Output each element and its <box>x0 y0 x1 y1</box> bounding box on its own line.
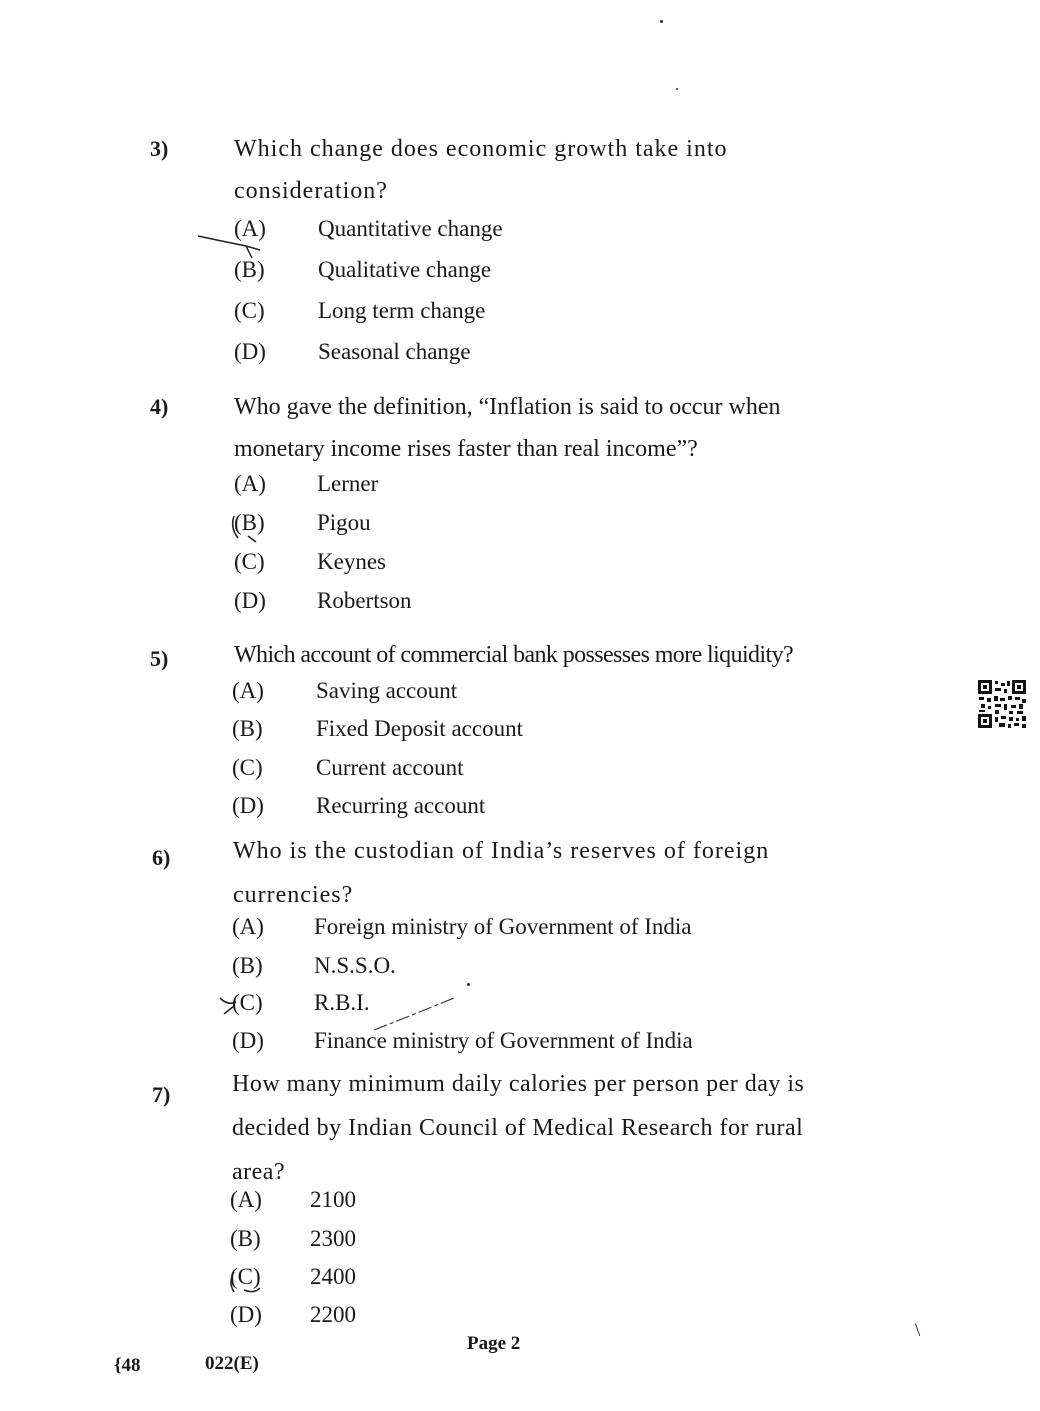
option-letter: (D) <box>232 793 264 818</box>
option-text: Current account <box>316 755 464 780</box>
option-text: Seasonal change <box>318 339 471 364</box>
option-text: Saving account <box>316 678 458 703</box>
option-4b[interactable] <box>0 510 1040 550</box>
option-letter: (A) <box>234 471 266 496</box>
question-number: 7) <box>152 1082 171 1107</box>
option-text: 2300 <box>310 1226 356 1251</box>
question-text: Who gave the definition, “Inflation is said to occur when monetary income rises faster than real income”? <box>234 394 781 462</box>
option-letter: (B) <box>234 510 265 535</box>
option-5d[interactable] <box>0 793 1040 833</box>
option-6c[interactable] <box>0 990 1040 1030</box>
question-text: Which account of commercial bank possesses more liquidity? <box>234 642 794 668</box>
option-3b[interactable] <box>0 257 1040 297</box>
option-letter: (C) <box>232 990 263 1015</box>
question-text: How many minimum daily calories per person per day is decided by Indian Council of Medical Research for rural area? <box>232 1071 805 1185</box>
option-text: N.S.S.O. <box>314 953 396 978</box>
option-text: Fixed Deposit account <box>316 716 523 741</box>
option-text: Recurring account <box>316 793 486 818</box>
option-letter: (D) <box>230 1302 262 1327</box>
question-text: Which change does economic growth take into consideration? <box>234 136 728 204</box>
option-text: Quantitative change <box>318 216 503 241</box>
footer-right-mark: \ <box>915 1320 921 1341</box>
option-letter: (C) <box>230 1264 261 1289</box>
option-7a[interactable] <box>0 1187 1040 1227</box>
option-6a[interactable] <box>0 914 1040 954</box>
option-3c[interactable] <box>0 298 1040 338</box>
option-7b[interactable] <box>0 1226 1040 1266</box>
option-text: Qualitative change <box>318 257 492 282</box>
footer-left-code: {48 <box>114 1355 141 1376</box>
question-number: 4) <box>150 394 169 419</box>
option-text: Finance ministry of Government of India <box>314 1028 693 1053</box>
paper-code: 022(E) <box>205 1353 259 1374</box>
question-number: 5) <box>150 646 169 671</box>
option-letter: (A) <box>230 1187 262 1212</box>
option-text: Keynes <box>317 549 386 574</box>
option-letter: (A) <box>234 216 266 241</box>
option-text: Robertson <box>317 588 412 613</box>
option-text: 2400 <box>310 1264 356 1289</box>
option-letter: (C) <box>234 549 265 574</box>
option-text: Lerner <box>317 471 379 496</box>
option-3a[interactable] <box>0 216 1040 256</box>
question-number: 3) <box>150 136 169 161</box>
option-text: R.B.I. <box>314 990 370 1015</box>
option-3d[interactable] <box>0 339 1040 379</box>
question-number: 6) <box>152 845 171 870</box>
qr-code-icon <box>978 680 1026 728</box>
page-number: Page 2 <box>467 1333 521 1354</box>
option-7c[interactable] <box>0 1264 1040 1304</box>
option-4c[interactable] <box>0 549 1040 589</box>
option-text: 2200 <box>310 1302 356 1327</box>
option-4a[interactable] <box>0 471 1040 511</box>
option-letter: (C) <box>232 755 263 780</box>
option-letter: (D) <box>232 1028 264 1053</box>
option-letter: (D) <box>234 339 266 364</box>
option-text: 2100 <box>310 1187 356 1212</box>
option-5a[interactable] <box>0 678 1040 718</box>
option-text: Foreign ministry of Government of India <box>314 914 692 939</box>
option-letter: (C) <box>234 298 265 323</box>
question-text: Who is the custodian of India’s reserves of foreign currencies? <box>233 838 770 908</box>
option-letter: (B) <box>232 716 263 741</box>
option-letter: (B) <box>230 1226 261 1251</box>
speck <box>660 20 663 23</box>
speck <box>676 88 678 90</box>
option-text: Pigou <box>317 510 371 535</box>
option-letter: (D) <box>234 588 266 613</box>
option-text: Long term change <box>318 298 486 323</box>
option-4d[interactable] <box>0 588 1040 628</box>
option-letter: (A) <box>232 678 264 703</box>
option-letter: (A) <box>232 914 264 939</box>
option-5c[interactable] <box>0 755 1040 795</box>
option-5b[interactable] <box>0 716 1040 756</box>
option-letter: (B) <box>234 257 265 282</box>
option-letter: (B) <box>232 953 263 978</box>
option-6b[interactable] <box>0 953 1040 993</box>
